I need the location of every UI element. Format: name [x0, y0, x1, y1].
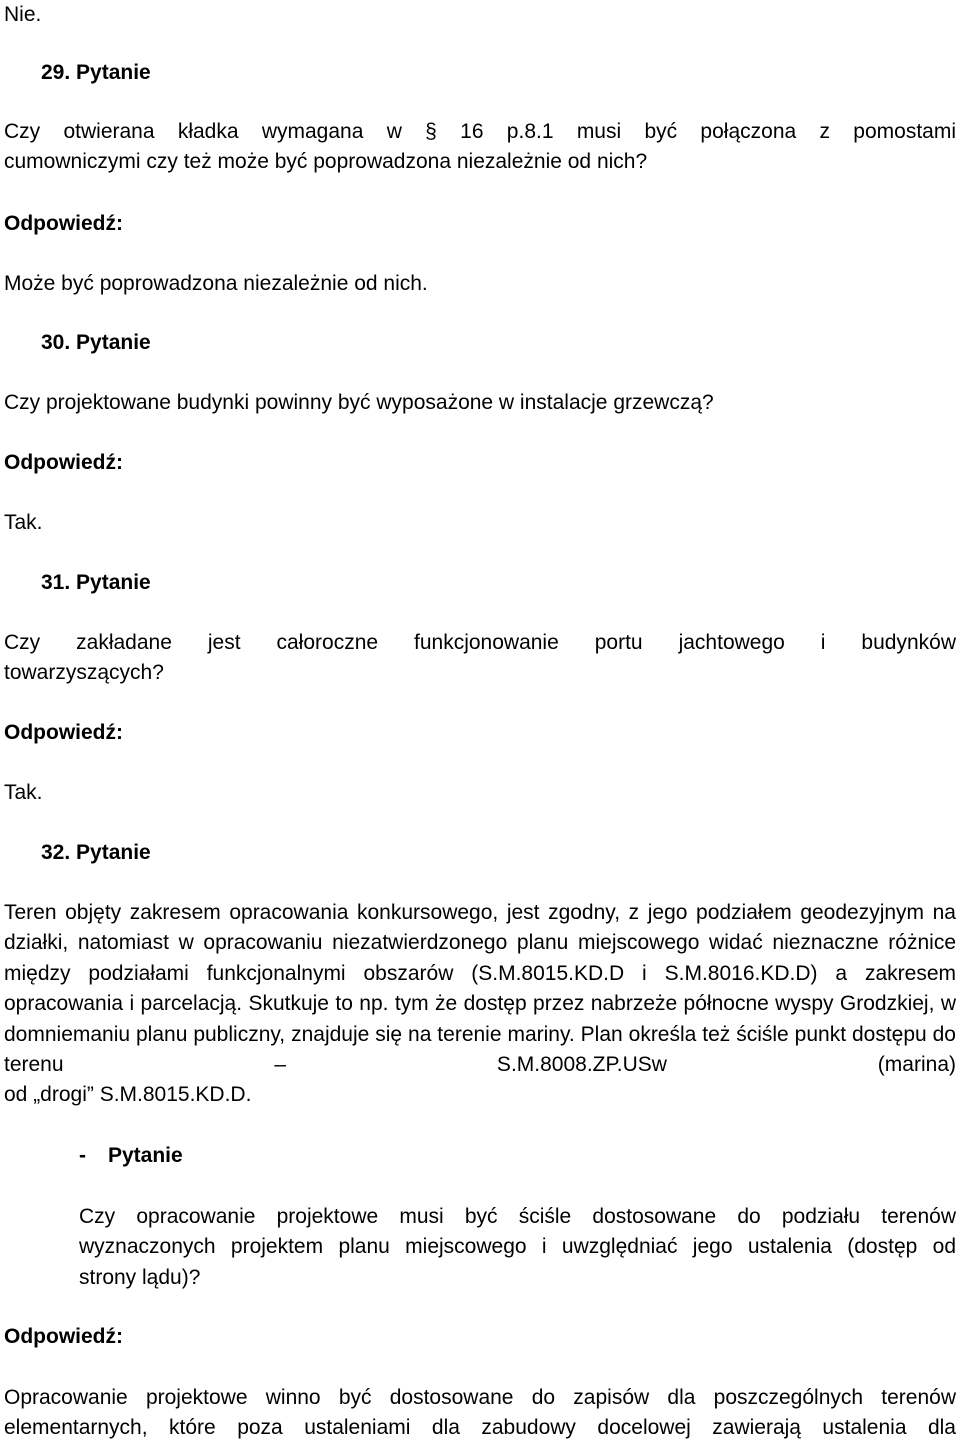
question-31-text — [4, 628, 956, 689]
sub-question-heading — [79, 1141, 183, 1171]
sub-question-text — [79, 1202, 956, 1293]
question-32-paragraph — [4, 898, 956, 1111]
question-30-answer: Tak. — [4, 511, 43, 534]
question-32-answer-line-1: Opracowanie projektowe winno być dostosowane do zapisów dla poszczególnych terenów — [4, 1386, 956, 1409]
previous-answer: Nie. — [4, 3, 42, 26]
question-32-paragraph-last: od „drogi” S.M.8015.KD.D. — [4, 1083, 252, 1107]
question-32-answer-line-2: elementarnych, które poza ustaleniami dla zabudowy docelowej zawierają ustalenia dla — [4, 1416, 956, 1440]
question-32-heading: 32. Pytanie — [41, 841, 151, 864]
sub-question-heading-text: Pytanie — [108, 1144, 183, 1167]
question-29-answer: Może być poprowadzona niezależnie od nich. — [4, 272, 428, 295]
question-32-paragraph-body: Teren objęty zakresem opracowania konkursowego, jest zgodny, z jego podziałem geodezyjnym na działki, natomiast w opracowaniu niezatwierdzonego planu miejscowego widać nieznaczne różnice między podziałami funkcjonalnymi obszarów (S.M.8015.KD.D i S.M.8016.KD.D) a zakresem opracowania i parcelacją. Skutkuje to np. tym że dostęp przez nabrzeże północne wyspy Grodzkiej, w domniemaniu planu publiczny, znajduje się na terenie mariny. Plan określa też ściśle punkt dostępu do terenu – S.M.8008.ZP.USw (marina) — [4, 901, 956, 1077]
question-31-answer: Tak. — [4, 781, 43, 804]
question-30-heading: 30. Pytanie — [41, 331, 151, 354]
question-29-text — [4, 117, 956, 178]
question-31-line-1: Czy zakładane jest całoroczne funkcjonowanie portu jachtowego i budynków — [4, 631, 956, 654]
sub-question-body: Czy opracowanie projektowe musi być ściśle dostosowane do podziału terenów wyznaczonych projektem planu miejscowego i uwzględniać jego ustalenia (dostęp od — [79, 1205, 956, 1259]
question-30-text: Czy projektowane budynki powinny być wyposażone w instalacje grzewczą? — [4, 391, 714, 414]
question-32-answer — [4, 1383, 956, 1444]
question-30-answer-label: Odpowiedź: — [4, 451, 123, 474]
question-29-line-2: cumowniczymi czy też może być poprowadzona niezależnie od nich? — [4, 150, 648, 174]
question-32-answer-label: Odpowiedź: — [4, 1325, 123, 1348]
sub-question-last: strony lądu)? — [79, 1265, 201, 1289]
question-31-heading: 31. Pytanie — [41, 571, 151, 594]
question-29-answer-label: Odpowiedź: — [4, 212, 123, 235]
question-31-line-2: towarzyszących? — [4, 661, 164, 685]
question-29-line-1: Czy otwierana kładka wymagana w § 16 p.8.1 musi być połączona z pomostami — [4, 120, 956, 143]
question-31-answer-label: Odpowiedź: — [4, 721, 123, 744]
question-29-heading: 29. Pytanie — [41, 61, 151, 84]
sub-question-dash: - — [79, 1144, 86, 1167]
